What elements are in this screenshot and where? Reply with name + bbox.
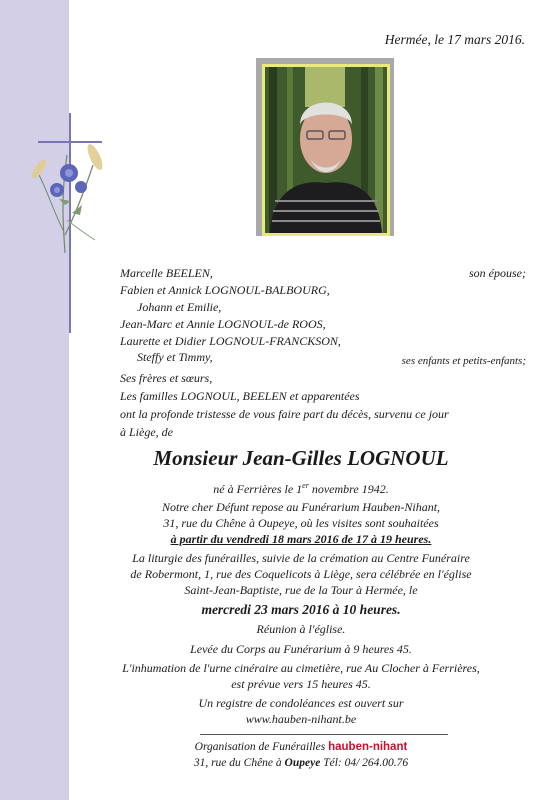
portrait-mat — [262, 64, 390, 236]
inhumation-line: L'inhumation de l'urne cinéraire au cimetière, rue Au Clocher à Ferrières, — [122, 661, 480, 675]
relation-spouse: son épouse; — [469, 266, 526, 280]
portrait-photo — [265, 67, 387, 233]
body-removal-line: Levée du Corps au Funérarium à 9 heures 45. — [190, 642, 412, 656]
footer-phone: Tél: 04/ 264.00.76 — [320, 757, 409, 769]
footer-town: Oupeye — [284, 757, 321, 769]
lavender-side-band — [0, 0, 69, 800]
condolence-website: www.hauben-nihant.be — [245, 712, 357, 726]
family-line: Johann et Emilie, — [137, 300, 222, 314]
inhumation-time: est prévue vers 15 heures 45. — [231, 677, 371, 691]
birth-ordinal: er — [302, 481, 309, 490]
footer-org-label: Organisation de Funérailles — [194, 741, 329, 753]
footer-street: 31, rue du Chêne à — [193, 757, 285, 769]
deceased-name: Monsieur Jean-Gilles LOGNOUL — [153, 446, 449, 470]
brand-logo-text: hauben-nihant — [328, 741, 408, 753]
announcement-line: à Liège, de — [120, 425, 173, 439]
date-line: Hermée, le 17 mars 2016. — [384, 32, 525, 47]
birth-text-end: novembre 1942. — [308, 482, 389, 496]
cornflower-illustration — [25, 135, 110, 255]
birth-text: né à Ferrières le 1 — [213, 482, 303, 496]
family-line-spouse: Marcelle BEELEN, — [120, 266, 213, 280]
family-line: Laurette et Didier LOGNOUL-FRANCKSON, — [120, 334, 341, 348]
footer-organisation — [69, 740, 533, 755]
ceremony-line: La liturgie des funérailles, suivie de la crémation au Centre Funéraire — [132, 551, 470, 565]
visits-line: Notre cher Défunt repose au Funérarium Hauben-Nihant, — [161, 500, 441, 514]
ceremony-meeting: Réunion à l'église. — [256, 622, 346, 636]
family-line-siblings: Ses frères et sœurs, — [120, 371, 213, 385]
family-line: Fabien et Annick LOGNOUL-BALBOURG, — [120, 283, 330, 297]
portrait-frame — [256, 58, 394, 236]
visits-hours: à partir du vendredi 18 mars 2016 de 17 à 19 heures. — [170, 532, 432, 546]
condolence-line: Un registre de condoléances est ouvert sur — [198, 696, 404, 710]
family-line: Jean-Marc et Annie LOGNOUL-de ROOS, — [120, 317, 326, 331]
footer-separator — [200, 734, 448, 735]
family-line: Steffy et Timmy, — [137, 350, 213, 364]
ceremony-line: Saint-Jean-Baptiste, rue de la Tour à Hermée, le — [184, 583, 418, 597]
announcement-line: ont la profonde tristesse de vous faire part du décès, survenu ce jour — [120, 407, 449, 421]
footer-address — [69, 756, 533, 771]
ceremony-line: de Robermont, 1, rue des Coquelicots à Liège, sera célébrée en l'église — [130, 567, 472, 581]
ceremony-date: mercredi 23 mars 2016 à 10 heures. — [201, 602, 401, 617]
relation-children: ses enfants et petits-enfants; — [401, 355, 526, 367]
birth-line — [69, 478, 533, 497]
visits-line: 31, rue du Chêne à Oupeye, où les visites sont souhaitées — [163, 516, 439, 530]
family-line-families: Les familles LOGNOUL, BEELEN et apparentées — [120, 389, 360, 403]
